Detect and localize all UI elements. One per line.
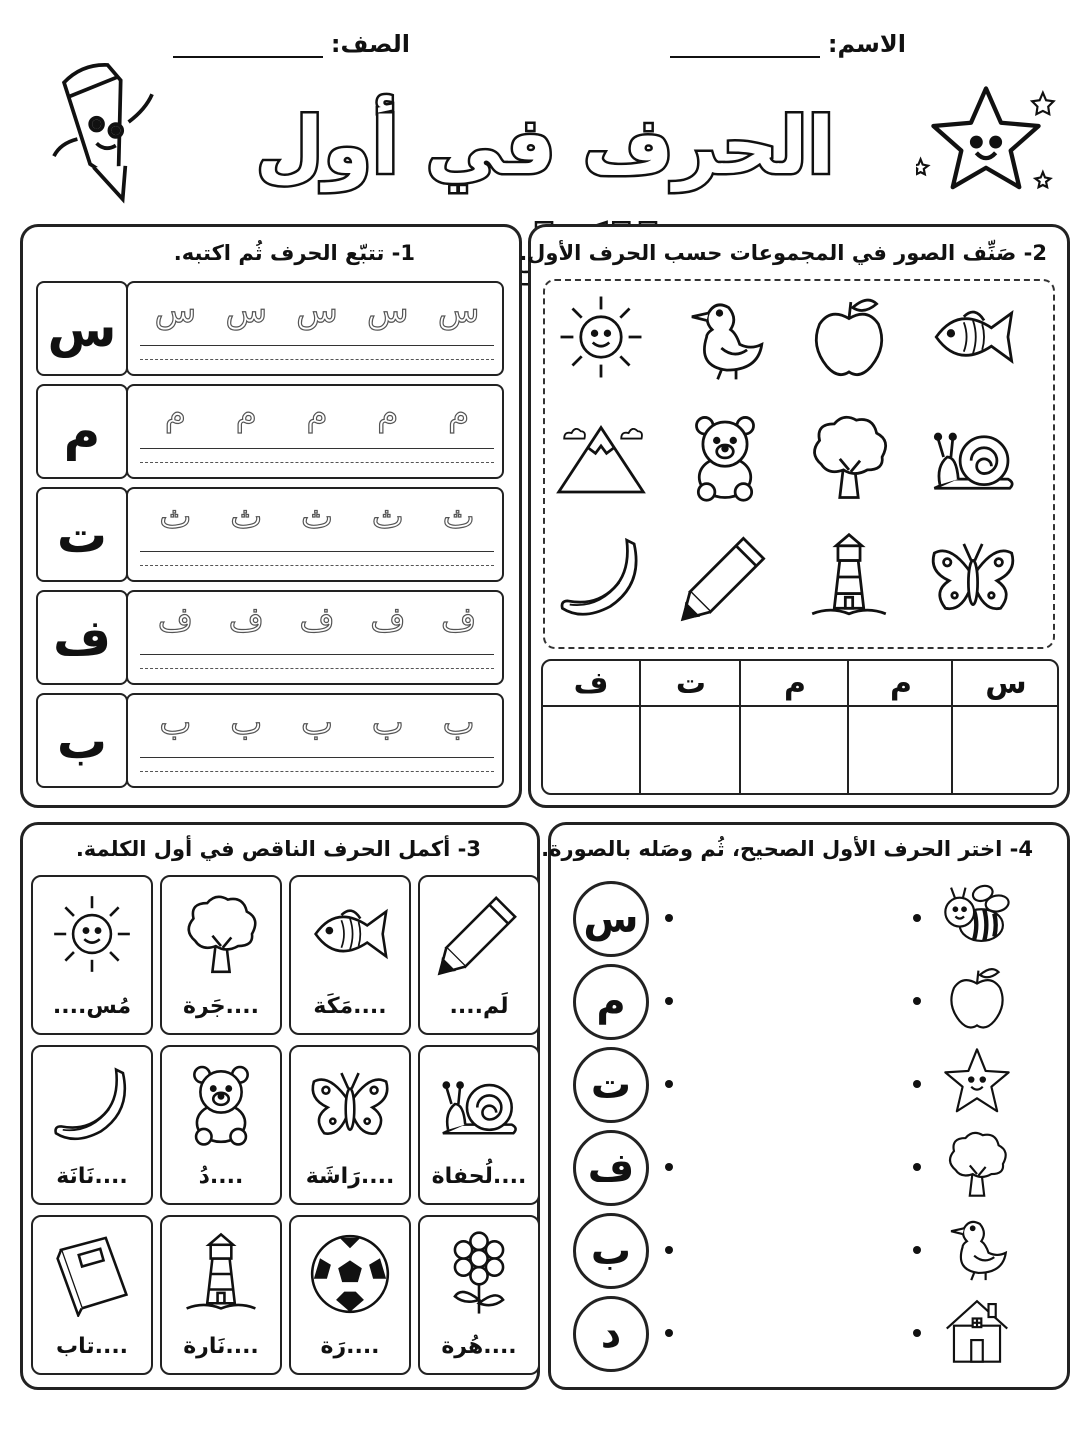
trace-writing-area[interactable] xyxy=(126,693,504,788)
apple-icon[interactable] xyxy=(803,291,895,383)
letter-box: س xyxy=(36,281,128,376)
connect-dot-right[interactable] xyxy=(913,997,921,1005)
trace-glyph: م xyxy=(377,394,399,434)
butterfly-icon xyxy=(307,1061,393,1147)
word-card[interactable] xyxy=(31,875,153,1035)
incomplete-word: ....لُحفاة xyxy=(431,1164,527,1189)
trace-row xyxy=(36,384,504,475)
trace-glyph: ث xyxy=(371,497,404,537)
trace-glyph: س xyxy=(154,291,197,331)
connect-dot-right[interactable] xyxy=(913,914,921,922)
connect-dot-right[interactable] xyxy=(913,1246,921,1254)
word-card[interactable] xyxy=(418,875,540,1035)
bear-icon xyxy=(178,1061,264,1147)
pictures-grid xyxy=(543,279,1055,649)
trace-writing-area[interactable] xyxy=(126,281,504,376)
class-field[interactable] xyxy=(173,30,410,58)
connect-dot-left[interactable] xyxy=(665,1329,673,1337)
incomplete-word: ....جَرة xyxy=(183,994,259,1019)
trace-glyph: س xyxy=(296,291,338,331)
writing-baseline xyxy=(140,654,494,655)
trace-glyph: س xyxy=(367,291,409,331)
word-card[interactable] xyxy=(289,1045,411,1205)
word-card[interactable] xyxy=(289,1215,411,1375)
trace-glyph: م xyxy=(448,394,470,434)
letter-box: م xyxy=(36,384,128,479)
sun-icon xyxy=(49,891,135,977)
tree-icon xyxy=(178,891,264,977)
incomplete-word: ....نَانَة xyxy=(56,1164,128,1189)
page-title: الحرف في أول xyxy=(255,102,835,192)
trace-glyph: ب xyxy=(371,703,404,743)
letter-choice[interactable]: د xyxy=(573,1296,649,1372)
sort-column[interactable] xyxy=(951,661,1059,793)
trace-glyph: م xyxy=(164,394,186,434)
trace-glyph: س xyxy=(225,291,267,331)
writing-dashed-line xyxy=(140,359,494,360)
trace-glyphs xyxy=(140,703,494,743)
butterfly-icon[interactable] xyxy=(927,531,1019,623)
trace-glyph: ب xyxy=(442,703,475,743)
writing-dashed-line xyxy=(140,565,494,566)
letter-choice[interactable]: س xyxy=(573,881,649,957)
trace-glyph: ب xyxy=(301,703,334,743)
duck-icon xyxy=(941,1211,1013,1283)
mountain-icon[interactable] xyxy=(555,411,647,503)
writing-dashed-line xyxy=(140,668,494,669)
flower-icon xyxy=(436,1231,522,1317)
trace-glyph: ب xyxy=(230,703,263,743)
tree-icon[interactable] xyxy=(803,411,895,503)
word-card[interactable] xyxy=(160,1215,282,1375)
letter-choice[interactable]: م xyxy=(573,964,649,1040)
duck-icon[interactable] xyxy=(679,291,771,383)
class-label: الصف: xyxy=(330,30,410,58)
incomplete-word: لَم.... xyxy=(449,994,509,1019)
house-icon xyxy=(941,1294,1013,1366)
writing-baseline xyxy=(140,345,494,346)
trace-writing-area[interactable] xyxy=(126,590,504,685)
sort-column-header: س xyxy=(953,661,1059,707)
trace-glyph: س xyxy=(437,291,480,331)
section-sort-pictures xyxy=(519,224,1070,808)
trace-glyph: ف xyxy=(299,600,335,640)
pencil-mascot-icon xyxy=(38,58,168,218)
sort-column[interactable] xyxy=(639,661,741,793)
word-card[interactable] xyxy=(289,875,411,1035)
section1-title: 1- تتبّع الحرف ثُم اكتبه. xyxy=(173,241,415,265)
trace-glyph: ب xyxy=(159,703,192,743)
section3-title: 3- أكمل الحرف الناقص في أول الكلمة. xyxy=(75,837,481,861)
letter-choice[interactable]: ت xyxy=(573,1047,649,1123)
word-card[interactable] xyxy=(31,1215,153,1375)
connect-dot-left[interactable] xyxy=(665,1246,673,1254)
incomplete-word: ....تاب xyxy=(55,1334,129,1359)
writing-dashed-line xyxy=(140,771,494,772)
trace-row xyxy=(36,487,504,578)
lighthouse-icon[interactable] xyxy=(803,531,895,623)
trace-glyph: ف xyxy=(157,600,194,640)
trace-glyph: ف xyxy=(228,600,264,640)
star-icon xyxy=(941,1045,1013,1117)
trace-glyphs xyxy=(140,497,494,537)
trace-glyph: ث xyxy=(230,497,263,537)
incomplete-word: ....رَاشَة xyxy=(305,1164,395,1189)
sorting-table xyxy=(541,659,1059,795)
pencil-icon xyxy=(436,891,522,977)
sort-column-header: م xyxy=(849,661,953,707)
connect-dot-left[interactable] xyxy=(665,914,673,922)
sort-column[interactable] xyxy=(543,661,639,793)
trace-row xyxy=(36,281,504,372)
incomplete-word: ....مَكَة xyxy=(313,994,387,1019)
connect-dot-left[interactable] xyxy=(665,1163,673,1171)
writing-baseline xyxy=(140,757,494,758)
sort-column[interactable] xyxy=(739,661,849,793)
trace-glyph: ف xyxy=(440,600,477,640)
banana-icon xyxy=(49,1061,135,1147)
trace-row xyxy=(36,693,504,784)
snail-icon[interactable] xyxy=(927,411,1019,503)
incomplete-word: ....رَة xyxy=(320,1334,380,1359)
apple-icon xyxy=(941,962,1013,1034)
pencil-icon[interactable] xyxy=(679,531,771,623)
section-complete-letter xyxy=(20,822,540,1390)
incomplete-word: ....نَارة xyxy=(183,1334,259,1359)
book-icon xyxy=(49,1231,135,1317)
letter-box: ف xyxy=(36,590,128,685)
name-label: الاسم: xyxy=(827,30,906,58)
word-card[interactable] xyxy=(418,1045,540,1205)
ball-icon xyxy=(307,1231,393,1317)
trace-writing-area[interactable] xyxy=(126,384,504,479)
trace-writing-area[interactable] xyxy=(126,487,504,582)
fish-icon xyxy=(307,891,393,977)
writing-baseline xyxy=(140,448,494,449)
name-blank[interactable] xyxy=(670,34,820,58)
word-card[interactable] xyxy=(160,1045,282,1205)
incomplete-word: ....هُرة xyxy=(441,1334,517,1359)
word-card[interactable] xyxy=(418,1215,540,1375)
word-card[interactable] xyxy=(31,1045,153,1205)
sort-column-header: ت xyxy=(641,661,741,707)
snail-icon xyxy=(436,1061,522,1147)
writing-baseline xyxy=(140,551,494,552)
fish-icon[interactable] xyxy=(927,291,1019,383)
trace-glyphs xyxy=(140,291,494,331)
trace-glyph: ث xyxy=(301,497,334,537)
trace-row xyxy=(36,590,504,681)
banana-icon[interactable] xyxy=(555,531,647,623)
trace-glyphs xyxy=(140,394,494,434)
bee-icon xyxy=(941,879,1013,951)
section-match-letter xyxy=(541,822,1070,1390)
connect-dot-left[interactable] xyxy=(665,997,673,1005)
lighthouse-icon xyxy=(178,1231,264,1317)
name-field[interactable] xyxy=(670,30,906,58)
trace-glyph: ث xyxy=(442,497,475,537)
letter-box: ت xyxy=(36,487,128,582)
class-blank[interactable] xyxy=(173,34,323,58)
section-trace-letters xyxy=(20,224,522,808)
trace-glyphs xyxy=(140,600,494,640)
incomplete-word: مُس.... xyxy=(52,994,132,1019)
connect-dot-right[interactable] xyxy=(913,1163,921,1171)
letter-choice[interactable]: ب xyxy=(573,1213,649,1289)
connect-dot-right[interactable] xyxy=(913,1080,921,1088)
sort-column[interactable] xyxy=(847,661,953,793)
trace-glyph: م xyxy=(306,394,328,434)
sun-icon[interactable] xyxy=(555,291,647,383)
trace-glyph: ف xyxy=(370,600,406,640)
trace-glyph: م xyxy=(235,394,257,434)
sort-column-header: ف xyxy=(543,661,639,707)
letter-choice[interactable]: ف xyxy=(573,1130,649,1206)
tree-icon xyxy=(941,1128,1013,1200)
star-mascot-icon xyxy=(916,82,1056,200)
connect-dot-left[interactable] xyxy=(665,1080,673,1088)
writing-dashed-line xyxy=(140,462,494,463)
incomplete-word: ....دُ xyxy=(198,1164,244,1189)
trace-glyph: ث xyxy=(159,497,192,537)
bear-icon[interactable] xyxy=(679,411,771,503)
sort-column-header: م xyxy=(741,661,849,707)
connect-dot-right[interactable] xyxy=(913,1329,921,1337)
letter-box: ب xyxy=(36,693,128,788)
word-card[interactable] xyxy=(160,875,282,1035)
section2-title: 2- صَنِّف الصور في المجموعات حسب الحرف الأول. xyxy=(519,241,1047,265)
section4-title: 4- اختر الحرف الأول الصحيح، ثُم وصَله بالصورة. xyxy=(541,837,1033,861)
